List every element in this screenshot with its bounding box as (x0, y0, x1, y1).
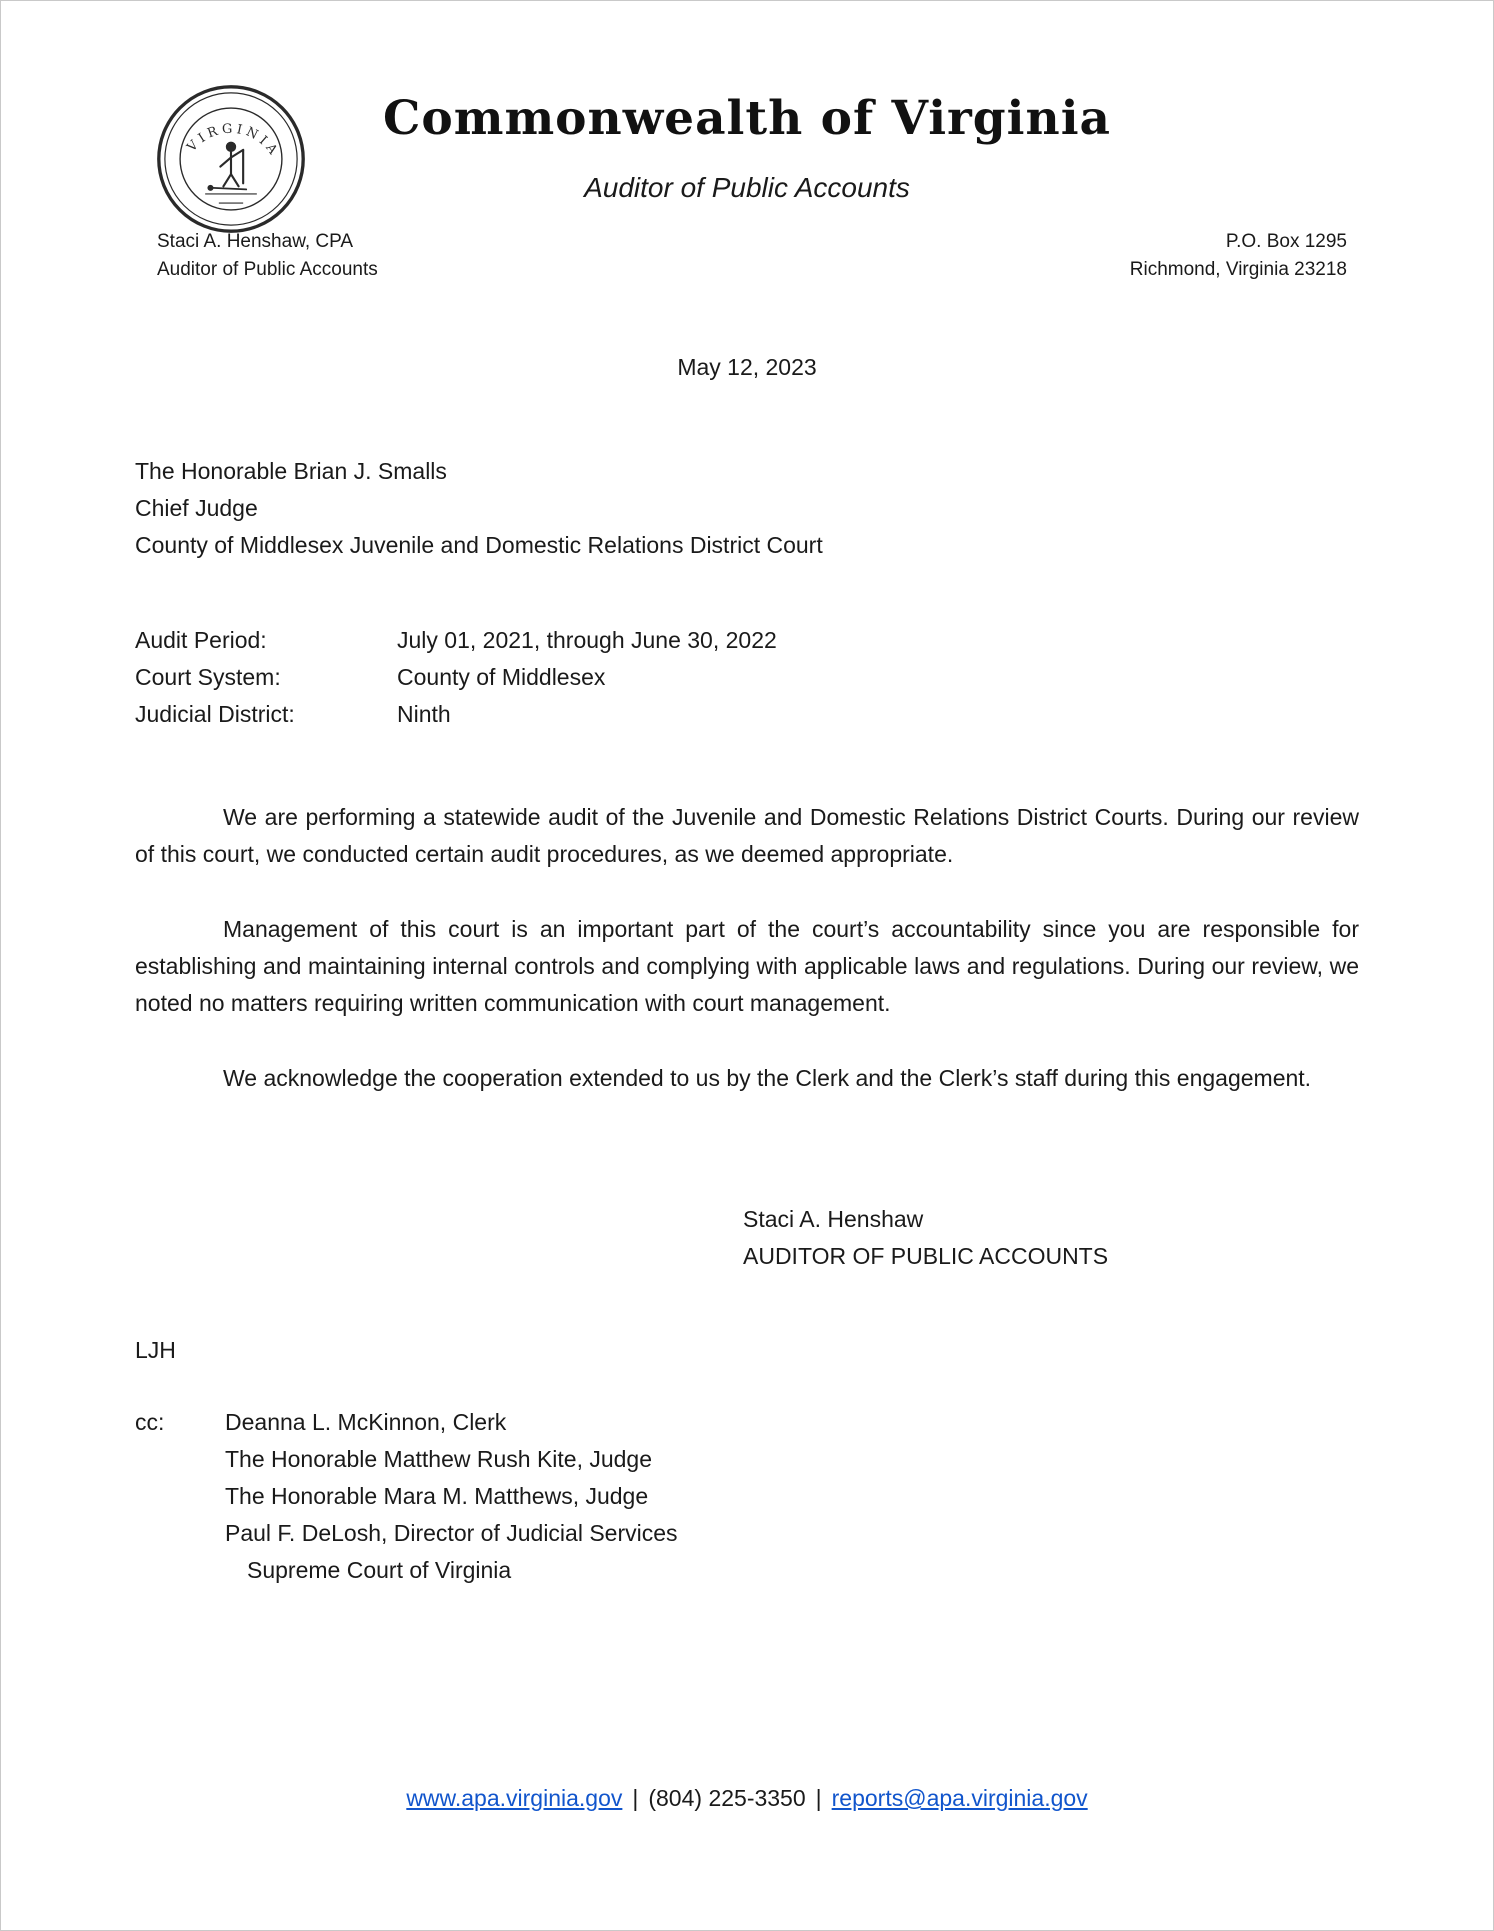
signature-title: AUDITOR OF PUBLIC ACCOUNTS (743, 1243, 1109, 1269)
meta-row-judicial-district (135, 696, 1359, 733)
footer-separator: | (815, 1785, 822, 1811)
meta-label: Court System: (135, 664, 281, 690)
cc-item: Deanna L. McKinnon, Clerk (225, 1409, 507, 1435)
cc-label: cc: (135, 1409, 165, 1435)
meta-row-audit-period (135, 622, 1359, 659)
cc-item: Supreme Court of Virginia (247, 1557, 512, 1583)
meta-row-court-system (135, 659, 1359, 696)
recipient-name: The Honorable Brian J. Smalls (135, 458, 447, 484)
signature-name: Staci A. Henshaw (743, 1206, 924, 1232)
address-line2: Richmond, Virginia 23218 (1129, 259, 1347, 280)
org-title: Commonwealth of Virginia (382, 91, 1112, 146)
cc-item: Paul F. DeLosh, Director of Judicial Services (225, 1520, 678, 1546)
letter-date: May 12, 2023 (677, 354, 817, 380)
meta-value: July 01, 2021, through June 30, 2022 (397, 627, 777, 653)
address-block (1130, 228, 1359, 284)
virginia-state-seal-icon (155, 83, 307, 235)
body-paragraph-3: We acknowledge the cooperation extended to us by the Clerk and the Clerk’s staff during this engagement. (223, 1065, 1312, 1091)
recipient-title: Chief Judge (135, 495, 258, 521)
official-block (135, 228, 378, 284)
svg-text:VIRGINIA: VIRGINIA (184, 121, 283, 161)
audit-meta (135, 622, 1359, 733)
website-link[interactable]: www.apa.virginia.gov (406, 1785, 623, 1811)
letterhead-row (135, 228, 1359, 284)
email-link[interactable]: reports@apa.virginia.gov (831, 1785, 1088, 1811)
cc-item: The Honorable Matthew Rush Kite, Judge (225, 1446, 653, 1472)
cc-block (135, 1404, 1359, 1589)
signature-block (743, 1201, 1359, 1275)
meta-value: Ninth (397, 701, 451, 727)
address-line1: P.O. Box 1295 (1225, 231, 1347, 252)
cc-item: The Honorable Mara M. Matthews, Judge (225, 1483, 649, 1509)
phone-number: (804) 225-3350 (648, 1785, 806, 1811)
typist-initials: LJH (135, 1337, 176, 1363)
meta-label: Judicial District: (135, 701, 295, 727)
letterhead (135, 63, 1359, 284)
cc-list (225, 1404, 678, 1589)
meta-value: County of Middlesex (397, 664, 606, 690)
recipient-block (135, 453, 1359, 564)
body-paragraph-1: We are performing a statewide audit of the Juvenile and Domestic Relations District Courts. During our review of this court, we conducted certain audit procedures, as we deemed appropriate. (135, 804, 1359, 867)
official-title: Auditor of Public Accounts (157, 259, 378, 280)
footer-separator: | (632, 1785, 639, 1811)
meta-label: Audit Period: (135, 627, 267, 653)
letter-content (1, 1, 1493, 1589)
official-name: Staci A. Henshaw, CPA (157, 231, 354, 252)
org-subtitle: Auditor of Public Accounts (584, 172, 910, 203)
letter-footer (1, 1785, 1493, 1812)
recipient-court: County of Middlesex Juvenile and Domestic Relations District Court (135, 532, 823, 558)
body-paragraph-2: Management of this court is an important part of the court’s accountability since you are responsible for establishing and maintaining internal controls and complying with applicable laws and regulations. During our review, we noted no matters requiring written communication with court management. (135, 916, 1359, 1016)
